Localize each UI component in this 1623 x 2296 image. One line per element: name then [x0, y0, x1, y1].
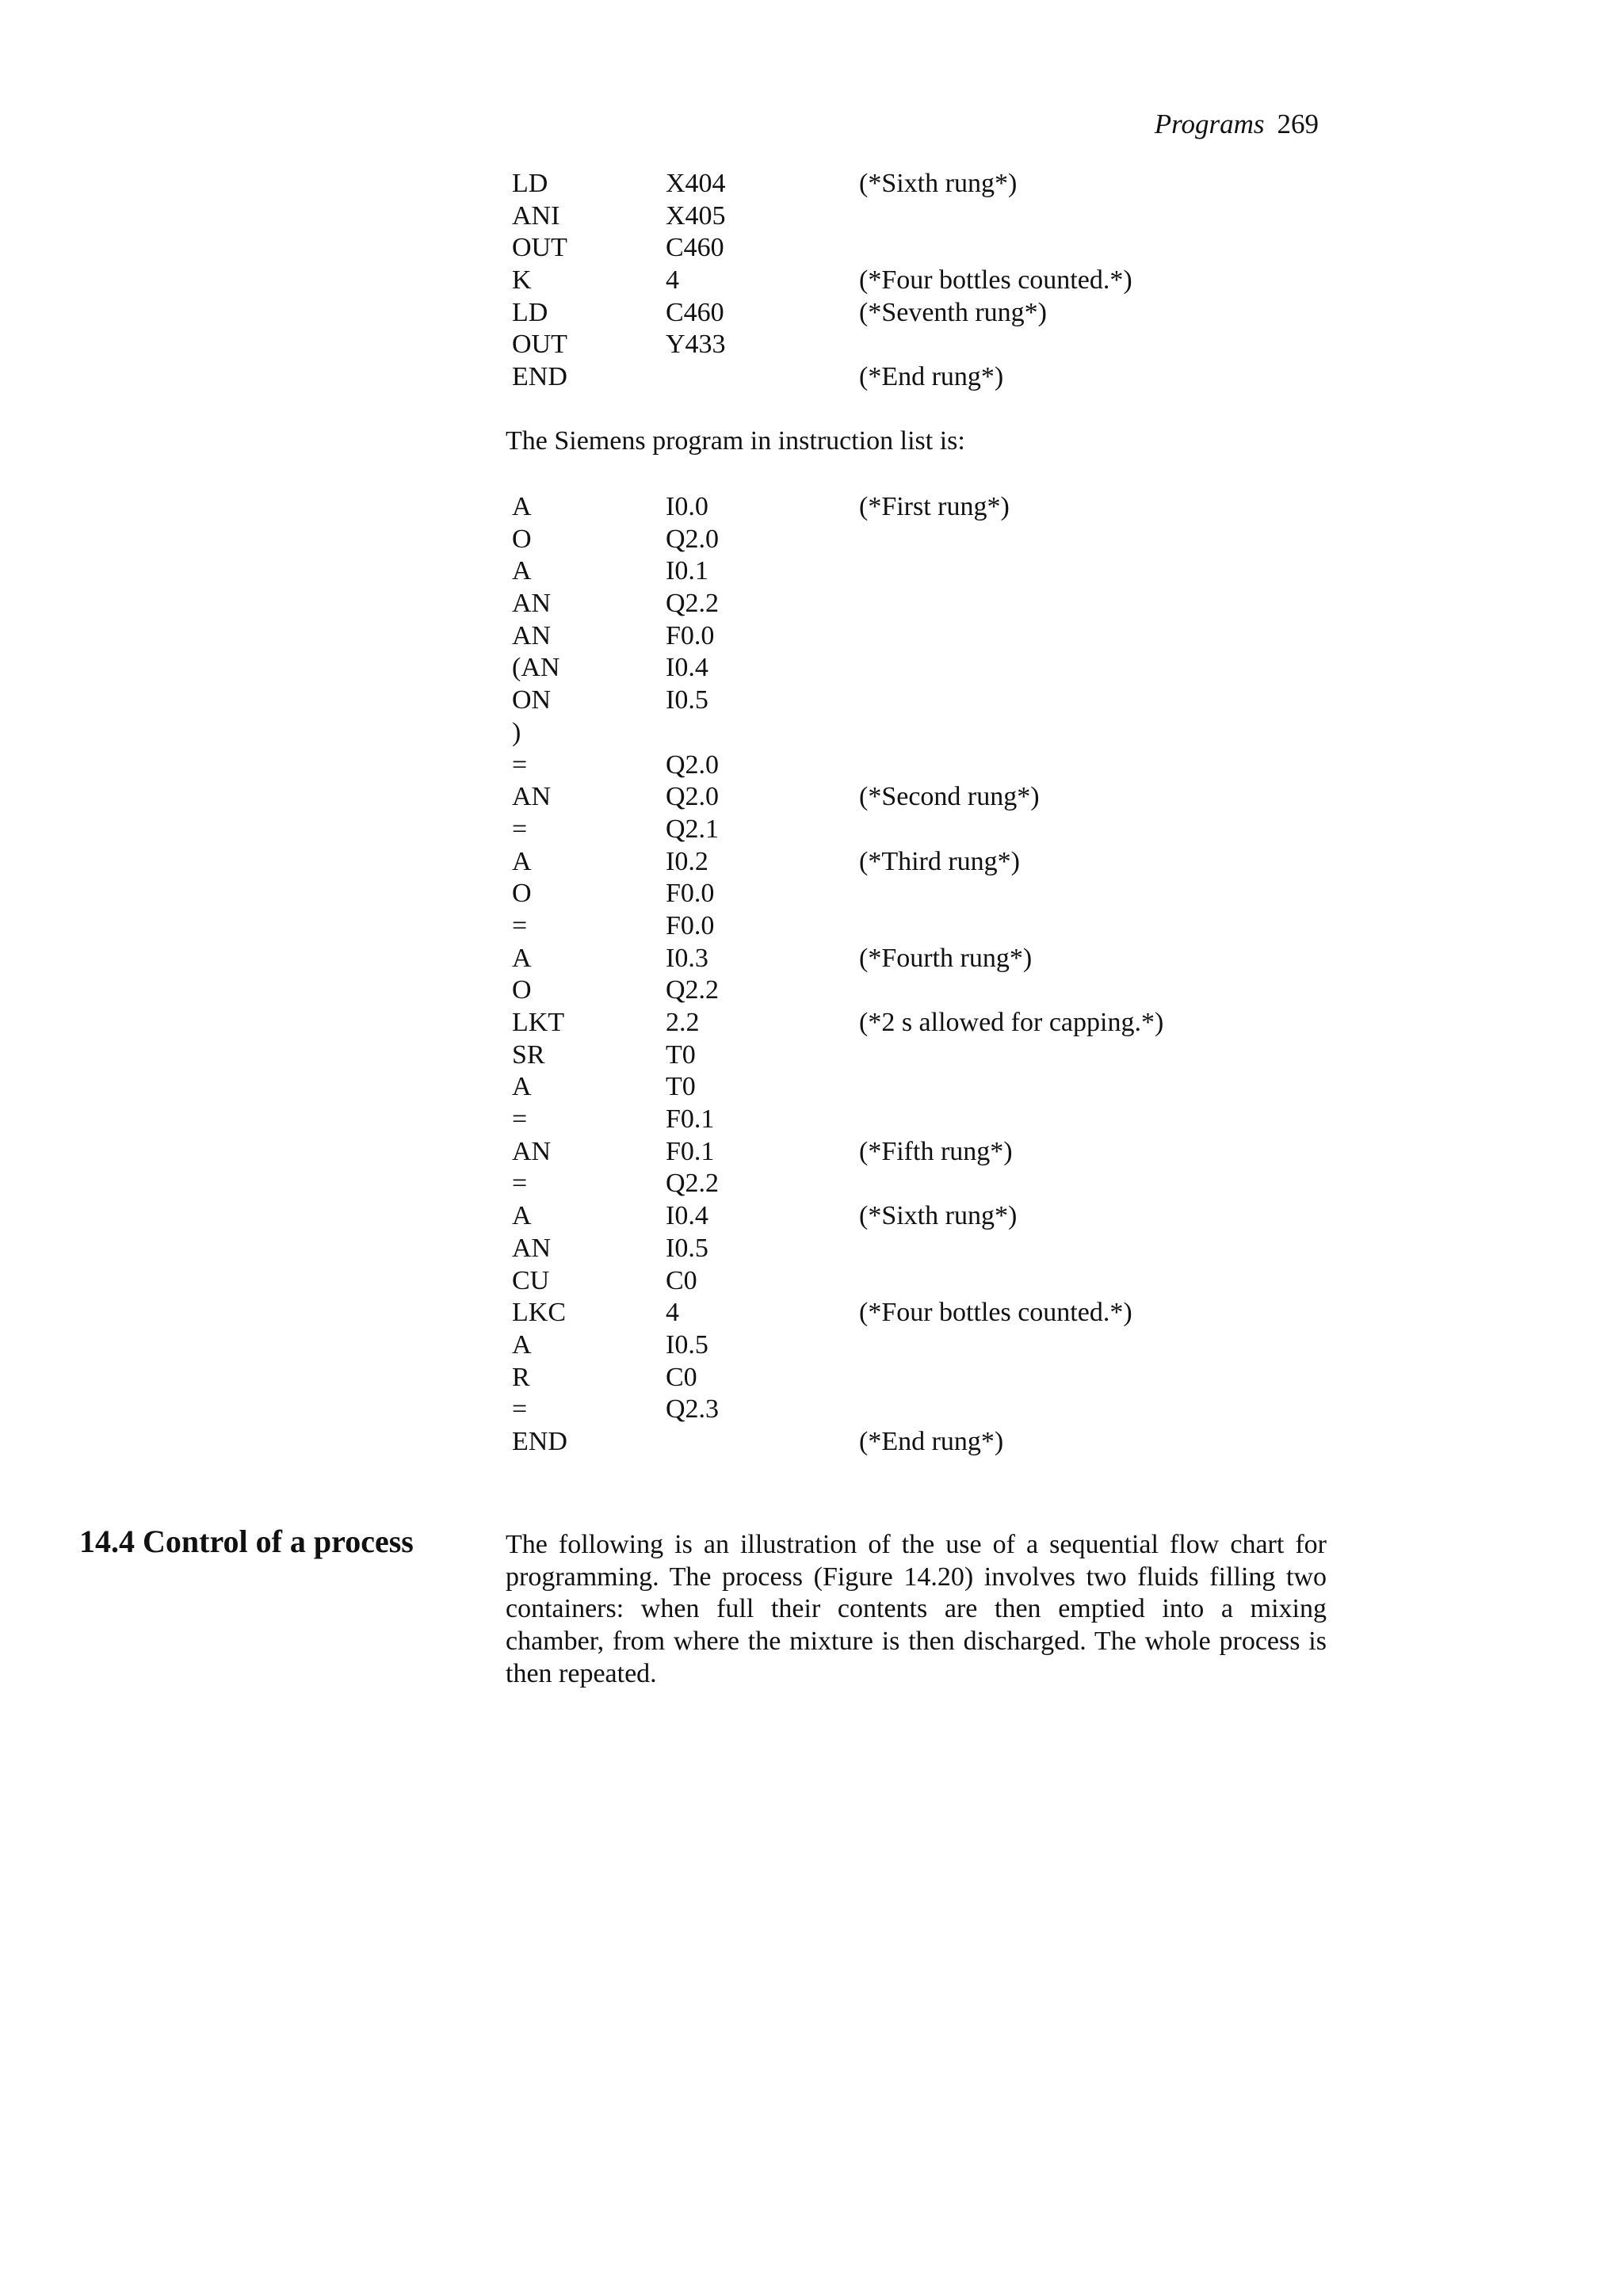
- instruction-operand: I0.5: [666, 1329, 708, 1360]
- instruction-comment: (*Fifth rung*): [859, 1136, 1013, 1166]
- instruction-opcode: =: [512, 1169, 528, 1199]
- instruction-operand: T0: [666, 1072, 696, 1102]
- instruction-opcode: (AN: [512, 653, 560, 683]
- instruction-opcode: A: [512, 556, 532, 586]
- instruction-comment: (*Third rung*): [859, 846, 1021, 876]
- instruction-opcode: LKT: [512, 1008, 565, 1037]
- instruction-operand: F0.0: [666, 910, 715, 940]
- instruction-opcode: OUT: [512, 330, 567, 360]
- instruction-operand: C0: [666, 1362, 697, 1392]
- instruction-opcode: A: [512, 1072, 532, 1102]
- instruction-comment: (*Seventh rung*): [859, 297, 1048, 327]
- instruction-operand: I0.1: [666, 556, 708, 586]
- instruction-opcode: A: [512, 1201, 532, 1231]
- instruction-comment: (*Fourth rung*): [859, 943, 1033, 973]
- running-head: [1155, 108, 1319, 141]
- listing-row: [506, 297, 1330, 330]
- instruction-opcode: A: [512, 943, 532, 973]
- instruction-opcode: END: [512, 1426, 567, 1456]
- listing-row: [506, 1265, 1330, 1298]
- instruction-operand: I0.2: [666, 846, 708, 876]
- listing-row: [506, 652, 1330, 685]
- listing-row: [506, 717, 1330, 749]
- instruction-opcode: END: [512, 362, 567, 392]
- instruction-opcode: CU: [512, 1265, 550, 1295]
- listing-row: [506, 1200, 1330, 1233]
- listing-row: [506, 685, 1330, 717]
- instruction-comment: (*End rung*): [859, 1426, 1004, 1456]
- instruction-comment: (*2 s allowed for capping.*): [859, 1008, 1164, 1037]
- instruction-comment: (*First rung*): [859, 492, 1010, 521]
- page-number: 269: [1277, 109, 1319, 139]
- instruction-operand: 2.2: [666, 1008, 700, 1037]
- listing-row: [506, 1362, 1330, 1394]
- siemens-intro-text: The Siemens program in instruction list is:: [506, 426, 965, 456]
- instruction-opcode: R: [512, 1362, 530, 1392]
- instruction-opcode: AN: [512, 1136, 552, 1166]
- listing-row: [506, 1426, 1330, 1459]
- listing-row: [506, 1394, 1330, 1426]
- instruction-operand: Q2.1: [666, 814, 720, 844]
- instruction-opcode: ): [512, 717, 521, 747]
- instruction-opcode: A: [512, 846, 532, 876]
- instruction-opcode: AN: [512, 782, 552, 812]
- instruction-opcode: =: [512, 814, 528, 844]
- listing-row: [506, 491, 1330, 524]
- instruction-operand: Q2.0: [666, 524, 720, 554]
- instruction-operand: F0.0: [666, 879, 715, 909]
- instruction-opcode: OUT: [512, 233, 567, 263]
- instruction-operand: C460: [666, 297, 724, 327]
- listing-row: [506, 1071, 1330, 1104]
- listing-row: [506, 588, 1330, 620]
- instruction-operand: I0.3: [666, 943, 708, 973]
- instruction-operand: T0: [666, 1039, 696, 1070]
- instruction-list-mitsubishi: [506, 168, 1330, 394]
- instruction-opcode: =: [512, 1104, 528, 1135]
- instruction-operand: Q2.3: [666, 1394, 720, 1425]
- instruction-operand: X404: [666, 169, 726, 198]
- instruction-operand: Y433: [666, 330, 726, 360]
- listing-row: [506, 200, 1330, 233]
- instruction-opcode: O: [512, 975, 532, 1005]
- instruction-comment: (*Four bottles counted.*): [859, 1298, 1132, 1328]
- instruction-operand: F0.0: [666, 620, 715, 650]
- instruction-list-siemens: [506, 491, 1330, 1459]
- instruction-opcode: SR: [512, 1039, 545, 1070]
- instruction-opcode: AN: [512, 1233, 552, 1263]
- instruction-opcode: O: [512, 879, 532, 909]
- running-head-section: Programs: [1154, 109, 1265, 139]
- instruction-opcode: ON: [512, 685, 552, 715]
- instruction-operand: Q2.0: [666, 749, 720, 780]
- instruction-operand: F0.1: [666, 1136, 715, 1166]
- listing-row: [506, 1329, 1330, 1362]
- instruction-opcode: =: [512, 749, 528, 780]
- instruction-opcode: =: [512, 910, 528, 940]
- instruction-operand: I0.5: [666, 685, 708, 715]
- listing-row: [506, 620, 1330, 653]
- instruction-opcode: AN: [512, 589, 552, 619]
- instruction-operand: I0.4: [666, 1201, 708, 1231]
- instruction-operand: I0.5: [666, 1233, 708, 1263]
- instruction-operand: Q2.2: [666, 975, 720, 1005]
- listing-row: [506, 1007, 1330, 1039]
- instruction-opcode: LKC: [512, 1298, 566, 1328]
- instruction-opcode: AN: [512, 620, 552, 650]
- instruction-comment: (*End rung*): [859, 362, 1004, 392]
- instruction-opcode: ANI: [512, 200, 560, 231]
- listing-row: [506, 555, 1330, 588]
- instruction-comment: (*Sixth rung*): [859, 1201, 1018, 1231]
- listing-row: [506, 1104, 1330, 1136]
- instruction-opcode: =: [512, 1394, 528, 1425]
- listing-row: [506, 361, 1330, 394]
- instruction-operand: Q2.2: [666, 589, 720, 619]
- listing-row: [506, 329, 1330, 361]
- listing-row: [506, 781, 1330, 814]
- section-paragraph: The following is an illustration of the use of a sequential flow chart for programming. The process (Figure 14.20) involves two fluids filling two containers: when full their contents are then emptied into a mixing chamber, from where the mixture is then discharged. The whole process is then repeated.: [506, 1530, 1327, 1688]
- instruction-opcode: A: [512, 492, 532, 521]
- listing-row: [506, 1039, 1330, 1072]
- instruction-operand: C0: [666, 1265, 697, 1295]
- instruction-opcode: K: [512, 265, 532, 296]
- instruction-comment: (*Sixth rung*): [859, 169, 1018, 198]
- listing-row: [506, 846, 1330, 879]
- instruction-opcode: LD: [512, 297, 548, 327]
- instruction-operand: I0.0: [666, 492, 708, 521]
- listing-row: [506, 232, 1330, 265]
- listing-row: [506, 878, 1330, 910]
- instruction-comment: (*Four bottles counted.*): [859, 265, 1132, 296]
- instruction-operand: C460: [666, 233, 724, 263]
- instruction-operand: Q2.0: [666, 782, 720, 812]
- instruction-operand: I0.4: [666, 653, 708, 683]
- instruction-opcode: A: [512, 1329, 532, 1360]
- listing-row: [506, 974, 1330, 1007]
- instruction-comment: (*Second rung*): [859, 782, 1040, 812]
- instruction-opcode: LD: [512, 169, 548, 198]
- listing-row: [506, 1297, 1330, 1329]
- instruction-operand: X405: [666, 200, 726, 231]
- instruction-opcode: O: [512, 524, 532, 554]
- instruction-operand: 4: [666, 265, 679, 296]
- listing-row: [506, 1136, 1330, 1169]
- instruction-operand: 4: [666, 1298, 679, 1328]
- listing-row: [506, 910, 1330, 943]
- instruction-operand: F0.1: [666, 1104, 715, 1135]
- listing-row: [506, 168, 1330, 200]
- listing-row: [506, 265, 1330, 297]
- listing-row: [506, 1233, 1330, 1265]
- listing-row: [506, 943, 1330, 975]
- listing-row: [506, 749, 1330, 782]
- listing-row: [506, 524, 1330, 556]
- section-heading: 14.4 Control of a process: [79, 1524, 414, 1559]
- listing-row: [506, 1168, 1330, 1200]
- instruction-operand: Q2.2: [666, 1169, 720, 1199]
- listing-row: [506, 814, 1330, 846]
